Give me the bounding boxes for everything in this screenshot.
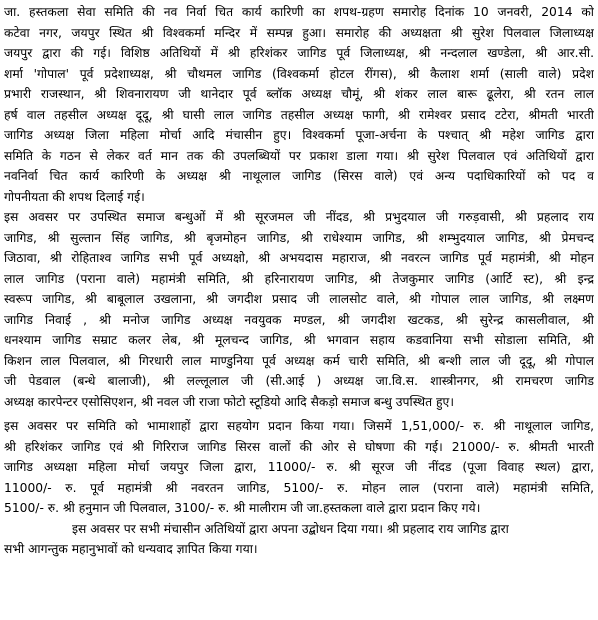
text-line: जा. हस्तकला सेवा समिति की नव निर्वा चित कार्य कारिणी का शपथ-ग्रहण समारोह दिनांक 10 जनवरी, 2014 को [4, 5, 594, 19]
text-line: जिठावा, श्री रोहिताश्व जागिड सभी पूर्व अध्यक्षो, श्री अभयदास महाराज, श्री नवरत्न जागिड पूर्व महामंत्री, श्री मोहन [4, 251, 594, 265]
paragraph-donations [4, 416, 594, 519]
text-line: जागिड अध्यक्षा महिला मोर्चा जयपुर जिला द्वारा, 11000/- रु. श्री सूरज जी नींदड (पूजा विवाह स्थल) द्वारा, [4, 460, 594, 474]
text-line: कटेवा नगर, जयपुर स्थित श्री विश्वकर्मा मन्दिर में सम्पन्न हुआ। समारोह की अध्यक्षता श्री सुरेश पिलवाल जिलाध्यक्ष [4, 25, 594, 40]
text-line: धनश्याम जागिड सम्राट कलर लेब, श्री मूलचन्द जागिड, श्री भगवान सहाय कडवानिया सभी सोडाला समिति, श्री [4, 333, 594, 347]
text-line: स्वरूप जागिड, श्री बाबूलाल उखलाना, श्री जगदीश प्रसाद जी लालसोट वाले, श्री गोपाल लाल जागिड, श्री लक्ष्मण [4, 292, 594, 306]
text-line: इस अवसर पर समिति को भामाशाहों द्वारा सहयोग प्रदान किया गया। जिसमें 1,51,000/- रु. श्री नाथूलाल जागिड, [4, 419, 594, 433]
text-line: लाल जागिड (पराना वाले) महामंत्री समिति, श्री हरिनारायण जागिड, श्री तेजकुमार जागिड (आर्टि स्ट), श्री इन्द्र [4, 271, 594, 286]
text-line: जागिड निवाई , श्री मनोज जागिड अध्यक्ष नवयुवक मण्डल, श्री जगदीश खटकड, श्री सुरेन्द्र कासलीवाल, श्री [4, 312, 594, 327]
text-line: जागिड अध्यक्ष जिला महिला मोर्चा आदि मंचासीन हुए। विश्वकर्मा पूजा-अर्चना के पश्चात् श्री महेश जागिड द्वारा [4, 128, 594, 142]
text-line: 11000/- रु. पूर्व महामंत्री श्री नवरतन जागिड, 5100/- रु. मोहन लाल (पराना वाले) महामंत्री समिति, [4, 480, 594, 495]
text-line: इस अवसर पर सभी मंचासीन अतिथियों द्वारा अपना उद्बोधन दिया गया। श्री प्रहलाद राय जागिड द्वारा [72, 521, 509, 536]
text-line: नवनिर्वा चित कार्य कारिणी के अध्यक्ष श्री नाथूलाल जागिड (सिरस वाले) एवं अन्य पदाधिकारियों को पद व [4, 169, 594, 183]
text-line: सभी आगन्तुक महानुभावों को धन्यवाद ज्ञापित किया गया। [4, 542, 258, 556]
text-line: इस अवसर पर उपस्थित समाज बन्धुओं में श्री सूरजमल जी नींदड, श्री प्रभुदयाल जी गरुड़वासी, श्री प्रहलाद राय [4, 210, 594, 224]
text-line: जयपुर द्वारा की गई। विशिष्ठ अतिथियों में श्री हरिशंकर जागिड पूर्व जिलाध्यक्ष, श्री नन्दलाल खण्डेला, श्री आर.सी. [4, 46, 594, 60]
text-line: किशन लाल पिलवाल, श्री गिरधारी लाल माण्डुनिया पूर्व अध्यक्ष कर्म चारी समिति, श्री बन्शी लाल जी दूदू, श्री गोपाल [4, 353, 594, 368]
text-line: गोपनीयता की शपथ दिलाई गई। [4, 189, 145, 204]
paragraph-closing [4, 519, 594, 560]
text-line: अध्यक्ष कारपेन्टर एसोसिएशन, श्री नवल जी राजा फोटो स्टूडियो आदि सैकड़ो समाज बन्धु उपस्थित हुए। [4, 394, 455, 409]
text-line: शर्मा 'गोपाल' पूर्व प्रदेशाध्यक्ष, श्री चौथमल जागिड (विश्वकर्मा होटल रींगस), श्री कैलाश शर्मा (साली वाले) प्रदेश [4, 66, 594, 81]
text-line: श्री हरिशंकर जागिड एवं श्री गिरिराज जागिड सिरस वालों की ओर से घोषणा की गई। 21000/- रु. श्रीमती भारती [4, 439, 594, 454]
text-line: 5100/- रु. श्री हनुमान जी पिलवाल, 3100/- रु. श्री मालीराम जी जा.हस्तकला वाले द्वारा प्रदान किए गये। [4, 501, 481, 515]
paragraph-attendees [4, 207, 594, 412]
text-line: जी पेडवाल (बन्धे बालाजी), श्री लल्लूलाल जी (सी.आई ) अध्यक्ष जा.वि.स. शास्त्रीनगर, श्री रामचरण जागिड [4, 374, 594, 388]
text-line: प्रभारी राजस्थान, श्री शिवनारायण जी थानेदार पूर्व ब्लॉक अध्यक्ष चौमूं, श्री शंकर लाल बारू ढूलेरा, श्री रतन लाल [4, 87, 594, 101]
text-line: समिति के गठन से लेकर वर्त मान तक की उपलब्धियों पर प्रकाश डाला गया। श्री सुरेश पिलवाल एवं अतिथियों द्वारा [4, 148, 594, 163]
text-line: हर्ष वाल तहसील अध्यक्ष दूदू, श्री घासी लाल जागिड तहसील अध्यक्ष फागी, श्री रामेश्वर प्रसाद टटेरा, श्रीमती भारती [4, 107, 594, 122]
paragraph-oath-ceremony [4, 2, 594, 207]
text-line: जागिड, श्री सुल्तान सिंह जागिड, श्री बृजमोहन जागिड, श्री राधेश्याम जागिड, श्री शम्भुदयाल जागिड, श्री प्रेमचन्द [4, 230, 594, 245]
